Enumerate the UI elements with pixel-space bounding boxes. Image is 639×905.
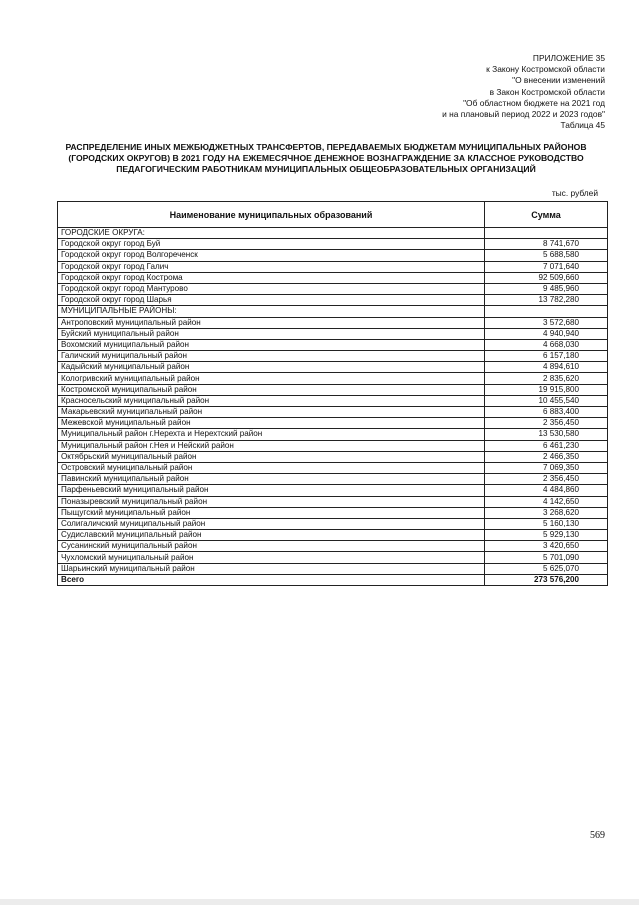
municipality-name: Октябрьский муниципальный район bbox=[58, 451, 485, 462]
municipality-name: Муниципальный район г.Нерехта и Нерехтский район bbox=[58, 429, 485, 440]
table-row bbox=[58, 261, 608, 272]
municipality-name: Городской округ город Кострома bbox=[58, 272, 485, 283]
amount-value: 3 572,680 bbox=[485, 317, 608, 328]
header-line: Таблица 45 bbox=[560, 120, 605, 131]
amount-value: 5 625,070 bbox=[485, 563, 608, 574]
municipality-name: Вохомский муниципальный район bbox=[58, 339, 485, 350]
table-row bbox=[58, 552, 608, 563]
municipality-name: Парфеньевский муниципальный район bbox=[58, 485, 485, 496]
table-row bbox=[58, 474, 608, 485]
amount-value: 3 268,620 bbox=[485, 507, 608, 518]
amount-value: 2 356,450 bbox=[485, 474, 608, 485]
amount-value: 5 701,090 bbox=[485, 552, 608, 563]
amount-value bbox=[485, 306, 608, 317]
table-row bbox=[58, 283, 608, 294]
table-row bbox=[58, 250, 608, 261]
municipality-name: Городской округ город Буй bbox=[58, 239, 485, 250]
table-row bbox=[58, 295, 608, 306]
amount-value: 2 466,350 bbox=[485, 451, 608, 462]
amount-value: 7 069,350 bbox=[485, 462, 608, 473]
table-row bbox=[58, 339, 608, 350]
table-row bbox=[58, 541, 608, 552]
municipality-name: Всего bbox=[58, 574, 485, 585]
amount-value: 4 940,940 bbox=[485, 328, 608, 339]
table-row bbox=[58, 373, 608, 384]
municipality-name: Городской округ город Галич bbox=[58, 261, 485, 272]
amount-value: 2 356,450 bbox=[485, 418, 608, 429]
table-row bbox=[58, 328, 608, 339]
amount-value: 4 484,860 bbox=[485, 485, 608, 496]
header-line: "О внесении изменений bbox=[512, 75, 605, 86]
municipality-name: Островский муниципальный район bbox=[58, 462, 485, 473]
amount-value: 13 530,580 bbox=[485, 429, 608, 440]
amount-value: 6 461,230 bbox=[485, 440, 608, 451]
municipality-name: Муниципальный район г.Нея и Нейский район bbox=[58, 440, 485, 451]
table-row bbox=[58, 362, 608, 373]
header-line: ПРИЛОЖЕНИЕ 35 bbox=[532, 53, 605, 63]
table-row bbox=[58, 272, 608, 283]
municipality-name: Кологривский муниципальный район bbox=[58, 373, 485, 384]
table-row bbox=[58, 440, 608, 451]
municipality-name: Межевской муниципальный район bbox=[58, 418, 485, 429]
table-row bbox=[58, 395, 608, 406]
page-number: 569 bbox=[590, 830, 605, 841]
municipality-name: Солигаличский муниципальный район bbox=[58, 518, 485, 529]
table-row bbox=[58, 384, 608, 395]
municipality-name: Буйский муниципальный район bbox=[58, 328, 485, 339]
amount-value: 5 688,580 bbox=[485, 250, 608, 261]
amount-value: 4 668,030 bbox=[485, 339, 608, 350]
municipality-name: Галичский муниципальный район bbox=[58, 351, 485, 362]
table-row bbox=[58, 418, 608, 429]
amount-value: 10 455,540 bbox=[485, 395, 608, 406]
amount-value: 8 741,670 bbox=[485, 239, 608, 250]
document-title: РАСПРЕДЕЛЕНИЕ ИНЫХ МЕЖБЮДЖЕТНЫХ ТРАНСФЕРТОВ, ПЕРЕДАВАЕМЫХ БЮДЖЕТАМ МУНИЦИПАЛЬНЫХ РАЙОНОВ (ГОРОДСКИХ ОКРУГОВ) В 2021 ГОДУ НА ЕЖЕМЕСЯЧНОЕ ДЕНЕЖНОЕ ВОЗНАГРАЖДЕНИЕ ЗА КЛАССНОЕ РУКОВОДСТВО ПЕДАГОГИЧЕСКИМ РАБОТНИКАМ МУНИЦИПАЛЬНЫХ ОБЩЕОБРАЗОВАТЕЛЬНЫХ ОРГАНИЗАЦИЙ bbox=[65, 142, 587, 175]
amount-value: 13 782,280 bbox=[485, 295, 608, 306]
municipality-name: Пыщугский муниципальный район bbox=[58, 507, 485, 518]
amount-value: 19 915,800 bbox=[485, 384, 608, 395]
municipality-name: Макарьевский муниципальный район bbox=[58, 407, 485, 418]
municipality-name: Кадыйский муниципальный район bbox=[58, 362, 485, 373]
table-row bbox=[58, 462, 608, 473]
amount-value: 5 929,130 bbox=[485, 530, 608, 541]
table-row bbox=[58, 306, 608, 317]
municipality-name: Сусанинский муниципальный район bbox=[58, 541, 485, 552]
amount-value: 3 420,650 bbox=[485, 541, 608, 552]
header-line: в Закон Костромской области bbox=[489, 86, 605, 97]
table-row bbox=[58, 317, 608, 328]
municipality-name: МУНИЦИПАЛЬНЫЕ РАЙОНЫ: bbox=[58, 306, 485, 317]
amount-value: 4 894,610 bbox=[485, 362, 608, 373]
header-line: "Об областном бюджете на 2021 год bbox=[463, 97, 605, 108]
municipality-name: Городской округ город Шарья bbox=[58, 295, 485, 306]
scan-edge bbox=[0, 899, 639, 905]
table-row bbox=[58, 530, 608, 541]
municipality-name: Красносельский муниципальный район bbox=[58, 395, 485, 406]
table-row bbox=[58, 351, 608, 362]
amount-value: 273 576,200 bbox=[485, 574, 608, 585]
municipality-name: ГОРОДСКИЕ ОКРУГА: bbox=[58, 228, 485, 239]
municipality-name: Шарьинский муниципальный район bbox=[58, 563, 485, 574]
table-row bbox=[58, 407, 608, 418]
table-body bbox=[58, 228, 608, 586]
amount-value: 92 509,660 bbox=[485, 272, 608, 283]
column-header-name: Наименование муниципальных образований bbox=[58, 202, 485, 228]
table-row bbox=[58, 451, 608, 462]
table-row bbox=[58, 429, 608, 440]
total-row bbox=[58, 574, 608, 585]
table-row bbox=[58, 518, 608, 529]
municipality-name: Павинский муниципальный район bbox=[58, 474, 485, 485]
distribution-table bbox=[57, 201, 608, 586]
units-label: тыс. рублей bbox=[551, 188, 598, 198]
municipality-name: Антроповский муниципальный район bbox=[58, 317, 485, 328]
table-row bbox=[58, 507, 608, 518]
amount-value: 4 142,650 bbox=[485, 496, 608, 507]
appendix-header bbox=[305, 53, 605, 131]
amount-value: 2 835,620 bbox=[485, 373, 608, 384]
amount-value: 9 485,960 bbox=[485, 283, 608, 294]
table-row bbox=[58, 228, 608, 239]
header-line: к Закону Костромской области bbox=[486, 64, 605, 75]
municipality-name: Городской округ город Волгореченск bbox=[58, 250, 485, 261]
table-row bbox=[58, 239, 608, 250]
municipality-name: Чухломский муниципальный район bbox=[58, 552, 485, 563]
header-line: и на плановый период 2022 и 2023 годов" bbox=[442, 109, 605, 120]
table-row bbox=[58, 496, 608, 507]
table-row bbox=[58, 563, 608, 574]
table-header-row bbox=[58, 202, 608, 228]
amount-value bbox=[485, 228, 608, 239]
amount-value: 6 157,180 bbox=[485, 351, 608, 362]
amount-value: 5 160,130 bbox=[485, 518, 608, 529]
municipality-name: Поназыревский муниципальный район bbox=[58, 496, 485, 507]
table-row bbox=[58, 485, 608, 496]
column-header-sum: Сумма bbox=[485, 202, 608, 228]
municipality-name: Судиславский муниципальный район bbox=[58, 530, 485, 541]
amount-value: 7 071,640 bbox=[485, 261, 608, 272]
municipality-name: Городской округ город Мантурово bbox=[58, 283, 485, 294]
municipality-name: Костромской муниципальный район bbox=[58, 384, 485, 395]
amount-value: 6 883,400 bbox=[485, 407, 608, 418]
